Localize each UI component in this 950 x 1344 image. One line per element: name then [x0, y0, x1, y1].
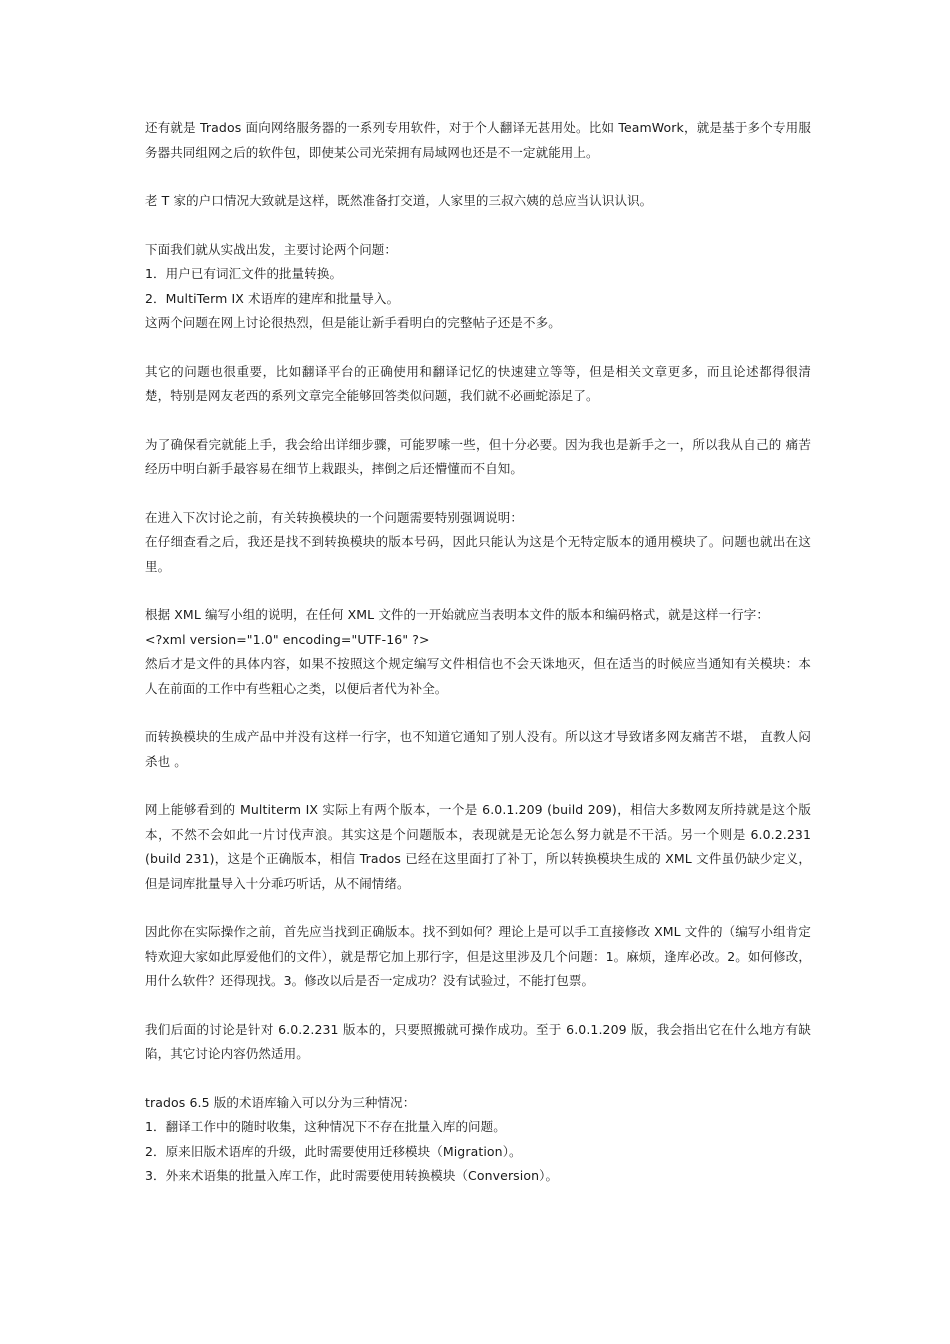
paragraph-detailed-steps: 为了确保看完就能上手，我会给出详细步骤，可能罗嗦一些，但十分必要。因为我也是新手之一，所以我从自己的 痛苦 经历中明白新手最容易在细节上栽跟头，摔倒之后还懵懂而不自知。 — [145, 436, 811, 476]
paragraph-conversion-note-intro: 在进入下次讨论之前，有关转换模块的一个问题需要特别强调说明： — [145, 509, 524, 525]
paragraph-spacer — [145, 774, 811, 798]
paragraph-spacer — [145, 165, 811, 189]
paragraph-find-correct-version: 因此你在实际操作之前，首先应当找到正确版本。找不到如何？理论上是可以手工直接修改 XML 文件的（编写小组肯定特欢迎大家如此厚爱他们的文件），就是帮它加上那行字，但是这里涉及几个问题：1。麻烦，逢库必改。2。如何修改，用什么软件？还得现找。3。修改以后是否一定成功？没有试验过，不能打包票。 — [145, 924, 811, 988]
document-body — [145, 116, 811, 1189]
xml-declaration-line: <?xml version="1.0" encoding="UTF-16" ?> — [145, 631, 430, 647]
paragraph-input-cases-intro: trados 6.5 版的术语库输入可以分为三种情况： — [145, 1094, 416, 1110]
paragraph-spacer — [145, 214, 811, 238]
paragraph-conversion-version: 在仔细查看之后，我还是找不到转换模块的版本号码，因此只能认为这是个无特定版本的通用模块了。问题也就出在这里。 — [145, 534, 811, 574]
paragraph-xml-content-note: 然后才是文件的具体内容，如果不按照这个规定编写文件相信也不会天诛地灭，但在适当的时候应当通知有关模块：本人在前面的工作中有些粗心之类，以便后者代为补全。 — [145, 656, 811, 696]
paragraph-spacer — [145, 701, 811, 725]
paragraph-missing-header: 而转换模块的生成产品中并没有这样一行字，也不知道它通知了别人没有。所以这才导致诸多网友痛苦不堪， 直教人闷杀也 。 — [145, 729, 811, 769]
paragraph-other-issues: 其它的问题也很重要，比如翻译平台的正确使用和翻译记忆的快速建立等等，但是相关文章更多，而且论述都得很清楚，特别是网友老西的系列文章完全能够回答类似问题，我们就不必画蛇添足了。 — [145, 363, 811, 403]
paragraph-spacer — [145, 409, 811, 433]
paragraph-topics-note: 这两个问题在网上讨论很热烈，但是能让新手看明白的完整帖子还是不多。 — [145, 315, 561, 330]
paragraph-spacer — [145, 482, 811, 506]
paragraph-topics-intro: 下面我们就从实战出发，主要讨论两个问题： — [145, 241, 398, 257]
list-item-case-3: 3．外来术语集的批量入库工作，此时需要使用转换模块（Conversion）。 — [145, 1168, 559, 1183]
paragraph-spacer — [145, 994, 811, 1018]
paragraph-spacer — [145, 336, 811, 360]
paragraph-multiterm-versions: 网上能够看到的 Multiterm IX 实际上有两个版本，一个是 6.0.1.209 (build 209)，相信大多数网友所持就是这个版本，不然不会如此一片讨伐声浪。其实这是个问题版本，表现就是无论怎么努力就是不干活。另一个则是 6.0.2.231 (build 231)，这是个正确版本，相信 Trados 已经在这里面打了补丁，所以转换模块生成的 XML 文件虽仍缺少定义，但是词库批量导入十分乖巧听话，从不闹情绪。 — [145, 802, 811, 891]
paragraph-xml-header-rule: 根据 XML 编写小组的说明，在任何 XML 文件的一开始就应当表明本文件的版本和编码格式，就是这样一行字： — [145, 607, 769, 622]
list-item-case-1: 1．翻译工作中的随时收集，这种情况下不存在批量入库的问题。 — [145, 1119, 506, 1134]
list-item-case-2: 2．原来旧版术语库的升级，此时需要使用迁移模块（Migration）。 — [145, 1143, 522, 1159]
paragraph-trados-server-software: 还有就是 Trados 面向网络服务器的一系列专用软件，对于个人翻译无甚用处。比如 TeamWork，就是基于多个专用服务器共同组网之后的软件包，即使某公司光荣拥有局域网也还是不一定就能用上。 — [145, 120, 811, 160]
paragraph-household-overview: 老 T 家的户口情况大致就是这样，既然准备打交道，人家里的三叔六姨的总应当认识认识。 — [145, 193, 653, 208]
list-item-topic-1: 1．用户已有词汇文件的批量转换。 — [145, 266, 343, 281]
paragraph-spacer — [145, 896, 811, 920]
list-item-topic-2: 2．MultiTerm IX 术语库的建库和批量导入。 — [145, 290, 400, 306]
paragraph-spacer — [145, 1067, 811, 1091]
paragraph-target-version: 我们后面的讨论是针对 6.0.2.231 版本的，只要照搬就可操作成功。至于 6.0.1.209 版，我会指出它在什么地方有缺陷，其它讨论内容仍然适用。 — [145, 1021, 811, 1061]
paragraph-spacer — [145, 579, 811, 603]
